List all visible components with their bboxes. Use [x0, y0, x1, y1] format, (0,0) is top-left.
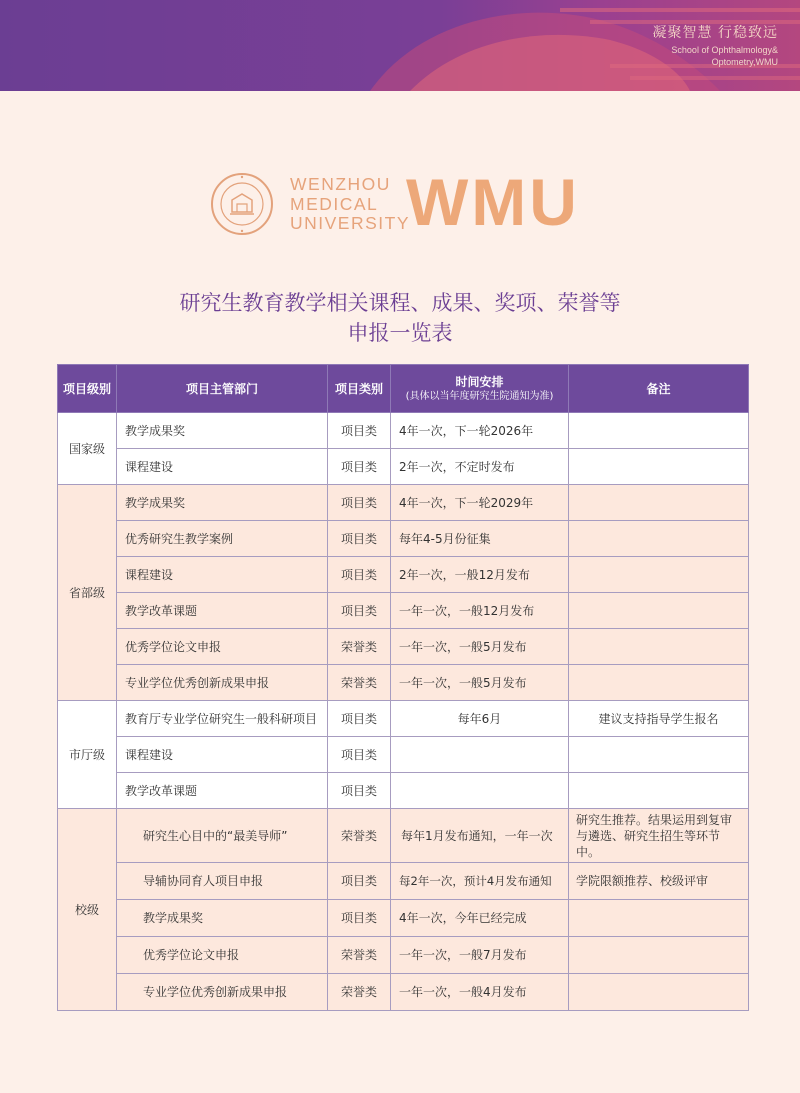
type-cell: 项目类 [328, 449, 391, 485]
remark-cell [569, 593, 749, 629]
university-logo [210, 165, 590, 239]
header-banner [0, 0, 800, 91]
level-cell: 校级 [58, 809, 117, 1011]
type-cell: 项目类 [328, 863, 391, 900]
table-row [58, 937, 749, 974]
type-cell: 荣誉类 [328, 974, 391, 1011]
time-cell: 每年1月发布通知，一年一次 [391, 809, 569, 863]
header-level: 项目级别 [58, 365, 117, 413]
type-cell: 荣誉类 [328, 809, 391, 863]
university-english-name: WENZHOU MEDICAL UNIVERSITY [290, 174, 411, 233]
time-cell [391, 737, 569, 773]
table-row [58, 701, 749, 737]
page-title: 研究生教育教学相关课程、成果、奖项、荣誉等 申报一览表 [179, 291, 621, 345]
time-cell: 每年4-5月份征集 [391, 521, 569, 557]
application-table [57, 364, 748, 1011]
dept-cell: 专业学位优秀创新成果申报 [117, 665, 328, 701]
dept-cell: 教学改革课题 [117, 773, 328, 809]
header-type: 项目类别 [328, 365, 391, 413]
header-time: 时间安排 (具体以当年度研究生院通知为准) [391, 365, 569, 413]
type-cell: 项目类 [328, 413, 391, 449]
remark-cell [569, 521, 749, 557]
table-row [58, 773, 749, 809]
level-cell: 省部级 [58, 485, 117, 701]
table-row [58, 863, 749, 900]
time-cell: 每年6月 [391, 701, 569, 737]
time-cell: 每2年一次，预计4月发布通知 [391, 863, 569, 900]
remark-cell [569, 629, 749, 665]
time-cell: 4年一次，下一轮2029年 [391, 485, 569, 521]
dept-cell: 专业学位优秀创新成果申报 [117, 974, 328, 1011]
remark-cell [569, 449, 749, 485]
type-cell: 项目类 [328, 701, 391, 737]
table-row [58, 413, 749, 449]
level-cell: 市厅级 [58, 701, 117, 809]
type-cell: 项目类 [328, 737, 391, 773]
remark-cell: 建议支持指导学生报名 [569, 701, 749, 737]
time-cell: 一年一次，一般5月发布 [391, 629, 569, 665]
dept-cell: 优秀学位论文申报 [117, 937, 328, 974]
time-cell: 一年一次，一般12月发布 [391, 593, 569, 629]
dept-cell: 课程建设 [117, 737, 328, 773]
type-cell: 荣誉类 [328, 665, 391, 701]
time-cell: 一年一次，一般4月发布 [391, 974, 569, 1011]
dept-cell: 教学改革课题 [117, 593, 328, 629]
table-header-row [58, 365, 749, 413]
dept-cell: 教学成果奖 [117, 413, 328, 449]
table-row [58, 485, 749, 521]
remark-cell: 学院限额推荐、校级评审 [569, 863, 749, 900]
remark-cell [569, 937, 749, 974]
time-cell: 一年一次，一般7月发布 [391, 937, 569, 974]
table-row [58, 665, 749, 701]
slogan: 凝聚智慧 行稳致远 [652, 25, 778, 41]
remark-cell [569, 737, 749, 773]
time-cell: 一年一次，一般5月发布 [391, 665, 569, 701]
remark-cell [569, 485, 749, 521]
time-cell [391, 773, 569, 809]
table-row [58, 737, 749, 773]
time-cell: 4年一次，今年已经完成 [391, 900, 569, 937]
remark-cell [569, 773, 749, 809]
dept-cell: 教育厅专业学位研究生一般科研项目 [117, 701, 328, 737]
time-cell: 2年一次，一般12月发布 [391, 557, 569, 593]
remark-cell [569, 974, 749, 1011]
school-english-name: School of Ophthalmology& Optometry,WMU [671, 45, 778, 67]
remark-cell [569, 413, 749, 449]
table-row [58, 521, 749, 557]
type-cell: 项目类 [328, 521, 391, 557]
dept-cell: 优秀学位论文申报 [117, 629, 328, 665]
dept-cell: 教学成果奖 [117, 485, 328, 521]
type-cell: 项目类 [328, 557, 391, 593]
table-row [58, 629, 749, 665]
type-cell: 荣誉类 [328, 937, 391, 974]
header-dept: 项目主管部门 [117, 365, 328, 413]
type-cell: 项目类 [328, 773, 391, 809]
table-row [58, 449, 749, 485]
remark-cell: 研究生推荐。结果运用到复审与遴选、研究生招生等环节中。 [569, 809, 749, 863]
time-cell: 4年一次，下一轮2026年 [391, 413, 569, 449]
dept-cell: 教学成果奖 [117, 900, 328, 937]
dept-cell: 优秀研究生教学案例 [117, 521, 328, 557]
type-cell: 项目类 [328, 900, 391, 937]
remark-cell [569, 665, 749, 701]
table-row [58, 900, 749, 937]
table-row [58, 593, 749, 629]
remark-cell [569, 557, 749, 593]
table-row [58, 557, 749, 593]
table-row [58, 974, 749, 1011]
dept-cell: 导辅协同育人项目申报 [117, 863, 328, 900]
header-remark: 备注 [569, 365, 749, 413]
dept-cell: 研究生心目中的“最美导师” [117, 809, 328, 863]
dept-cell: 课程建设 [117, 557, 328, 593]
type-cell: 项目类 [328, 485, 391, 521]
dept-cell: 课程建设 [117, 449, 328, 485]
time-cell: 2年一次，不定时发布 [391, 449, 569, 485]
remark-cell [569, 900, 749, 937]
table-row [58, 809, 749, 863]
type-cell: 荣誉类 [328, 629, 391, 665]
seal-icon [210, 172, 274, 236]
university-abbreviation: WMU [406, 165, 580, 239]
type-cell: 项目类 [328, 593, 391, 629]
level-cell: 国家级 [58, 413, 117, 485]
